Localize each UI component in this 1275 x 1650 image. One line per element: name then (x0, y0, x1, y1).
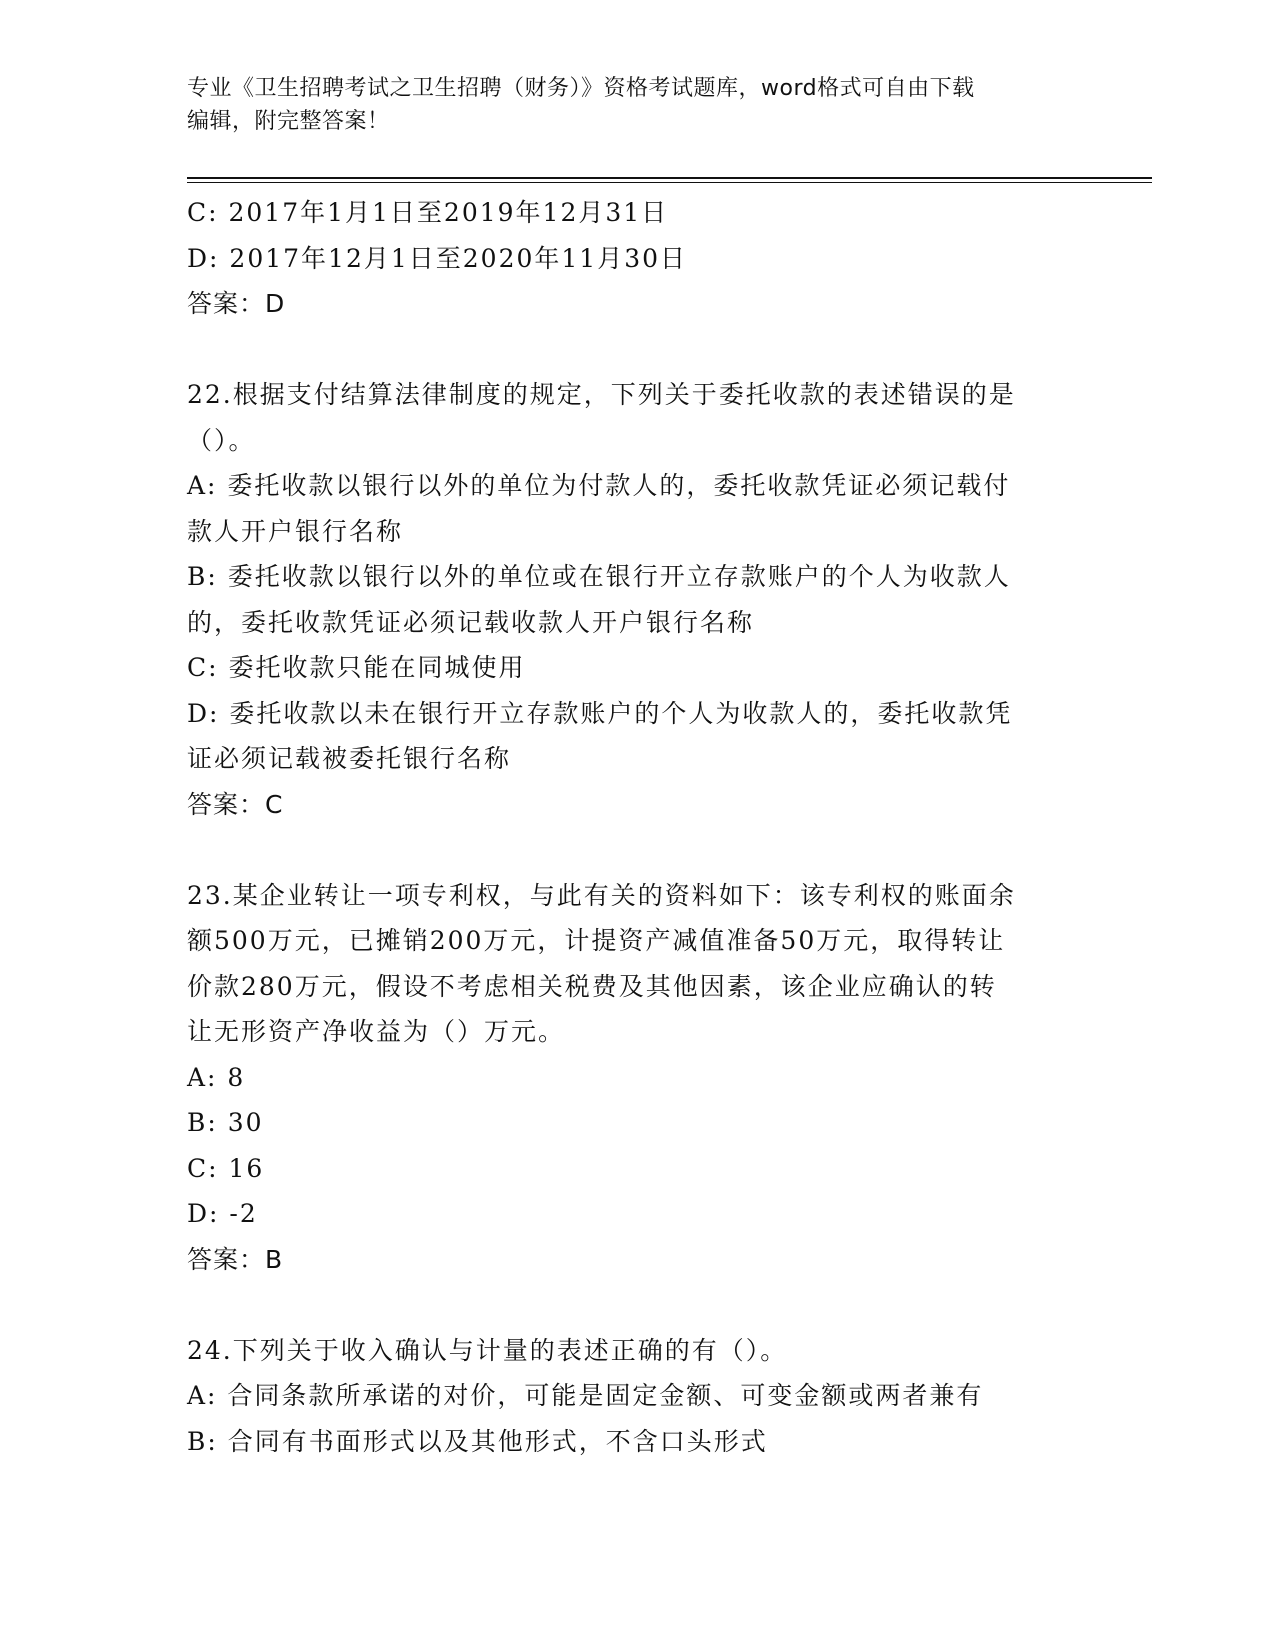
option-b: B: 委托收款以银行以外的单位或在银行开立存款账户的个人为收款人 (187, 562, 1011, 591)
question-stem: 额500万元，已摊销200万元，计提资产减值准备50万元，取得转让 (187, 926, 1006, 955)
spacer (187, 1282, 1067, 1328)
option-b-cont: 的，委托收款凭证必须记载收款人开户银行名称 (187, 607, 755, 637)
option-d: D: 2017年12月1日至2020年11月30日 (187, 243, 688, 273)
question-stem: 22.根据支付结算法律制度的规定，下列关于委托收款的表述错误的是 (187, 380, 1016, 409)
header-line-2: 编辑，附完整答案！ (187, 109, 390, 134)
question-24 (187, 1328, 1067, 1465)
option-a-cont: 款人开户银行名称 (187, 516, 404, 546)
question-22 (187, 372, 1067, 827)
spacer (187, 327, 1067, 373)
answer: 答案：D (187, 289, 286, 318)
option-b: B: 30 (187, 1108, 264, 1137)
header-rule-thin (187, 182, 1152, 183)
header-rule-thick (187, 177, 1152, 179)
answer: 答案：C (187, 789, 284, 819)
spacer (187, 827, 1067, 873)
question-stem: 23.某企业转让一项专利权，与此有关的资料如下：该专利权的账面余 (187, 880, 1016, 910)
option-a: A: 委托收款以银行以外的单位为付款人的，委托收款凭证必须记载付 (187, 471, 1011, 500)
document-header (187, 72, 1067, 138)
answer: 答案：B (187, 1244, 284, 1274)
prev-question-tail (187, 190, 1067, 327)
option-d: D: 委托收款以未在银行开立存款账户的个人为收款人的，委托收款凭 (187, 698, 1013, 728)
option-a: A: 合同条款所承诺的对价，可能是固定金额、可变金额或两者兼有 (187, 1381, 984, 1410)
option-c: C: 委托收款只能在同城使用 (187, 653, 526, 682)
option-b: B: 合同有书面形式以及其他形式，不含口头形式 (187, 1426, 768, 1456)
option-d-cont: 证必须记载被委托银行名称 (187, 744, 512, 773)
question-23 (187, 873, 1067, 1283)
question-stem: 24.下列关于收入确认与计量的表述正确的有（）。 (187, 1335, 788, 1365)
option-d: D: -2 (187, 1199, 258, 1228)
header-line-1: 专业《卫生招聘考试之卫生招聘（财务）》资格考试题库，word格式可自由下载 (187, 76, 975, 101)
option-c: C: 16 (187, 1153, 265, 1183)
option-a: A: 8 (187, 1062, 246, 1092)
question-stem: 价款280万元，假设不考虑相关税费及其他因素，该企业应确认的转 (187, 971, 997, 1001)
option-c: C: 2017年1月1日至2019年12月31日 (187, 198, 669, 227)
question-stem: （）。 (187, 425, 256, 455)
document-body (187, 190, 1067, 1464)
question-stem: 让无形资产净收益为（）万元。 (187, 1017, 566, 1046)
